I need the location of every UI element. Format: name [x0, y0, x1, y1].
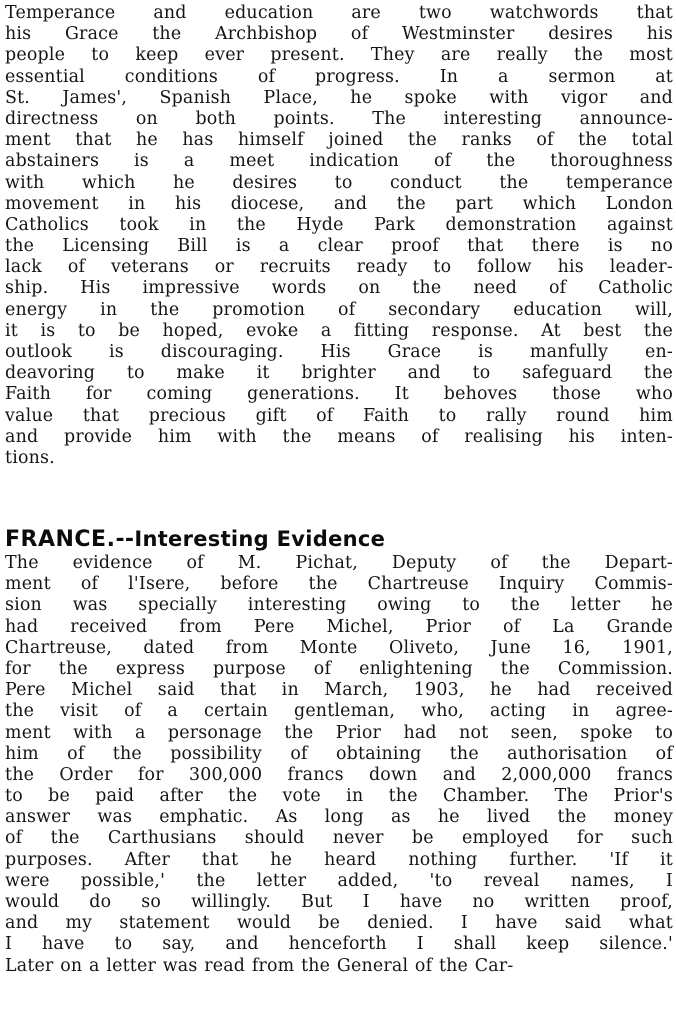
text-line: answer was emphatic. As long as he lived the money: [5, 807, 673, 828]
section-dash: --: [115, 527, 135, 552]
text-line: would do so willingly. But I have no written proof,: [5, 892, 673, 912]
text-line: Later on a letter was read from the General of the Car-: [5, 955, 514, 976]
text-line: and my statement would be denied. I have said what: [5, 913, 673, 934]
text-line: ment of l'Isere, before the Chartreuse Inquiry Commis-: [5, 574, 673, 595]
text-line: lack of veterans or recruits ready to follow his leader-: [5, 257, 673, 278]
text-line: directness on both points. The interesting announce-: [5, 108, 673, 129]
text-line: it is to be hoped, evoke a fitting response. At best the: [5, 320, 673, 341]
text-line: abstainers is a meet indication of the thoroughness: [5, 151, 673, 172]
text-line: of the Carthusians should never be employed for such: [5, 828, 673, 849]
text-line: energy in the promotion of secondary education will,: [5, 299, 673, 320]
text-line: ment with a personage the Prior had not seen, spoke to: [5, 722, 673, 743]
text-line: purposes. After that he heard nothing further. 'If it: [5, 849, 673, 870]
text-line: Temperance and education are two watchwords that: [5, 3, 673, 23]
text-line: people to keep ever present. They are really the most: [5, 45, 673, 66]
intro-paragraph: [5, 3, 673, 469]
text-line: tions.: [5, 447, 55, 468]
text-line: and provide him with the means of realising his inten-: [5, 426, 673, 447]
text-line: ship. His impressive words on the need of Catholic: [5, 278, 673, 299]
text-line: had received from Pere Michel, Prior of La Grande: [5, 616, 673, 637]
text-line: were possible,' the letter added, 'to reveal names, I: [5, 870, 673, 891]
text-line: with which he desires to conduct the temperance: [5, 172, 673, 193]
text-line: sion was specially interesting owing to the letter he: [5, 595, 673, 616]
text-line: value that precious gift of Faith to rally round him: [5, 405, 673, 426]
text-line: him of the possibility of obtaining the authorisation of: [5, 743, 673, 764]
section-country: FRANCE.: [5, 527, 116, 552]
text-line: for the express purpose of enlightening the Commission.: [5, 658, 673, 679]
text-line: the Licensing Bill is a clear proof that there is no: [5, 236, 673, 257]
text-line: Catholics took in the Hyde Park demonstration against: [5, 214, 673, 235]
text-line: ment that he has himself joined the ranks of the total: [5, 130, 673, 151]
text-line: St. James', Spanish Place, he spoke with vigor and: [5, 87, 673, 108]
text-line: movement in his diocese, and the part which London: [5, 193, 673, 214]
section-subtitle: Interesting Evidence: [134, 527, 386, 551]
section-heading: [5, 524, 385, 554]
text-line: to be paid after the vote in the Chamber. The Prior's: [5, 786, 673, 807]
text-line: Chartreuse, dated from Monte Oliveto, June 16, 1901,: [5, 637, 673, 658]
text-line: essential conditions of progress. In a sermon at: [5, 66, 673, 87]
text-line: Pere Michel said that in March, 1903, he had received: [5, 680, 673, 701]
text-line: Faith for coming generations. It behoves those who: [5, 384, 673, 405]
text-line: the visit of a certain gentleman, who, acting in agree-: [5, 701, 673, 722]
text-line: The evidence of M. Pichat, Deputy of the Depart-: [5, 553, 673, 573]
text-line: his Grace the Archbishop of Westminster desires his: [5, 24, 673, 45]
text-line: deavoring to make it brighter and to safeguard the: [5, 363, 673, 384]
section-paragraph: [5, 553, 673, 977]
text-line: I have to say, and henceforth I shall keep silence.': [5, 934, 673, 955]
text-line: outlook is discouraging. His Grace is manfully en-: [5, 342, 673, 362]
text-line: the Order for 300,000 francs down and 2,000,000 francs: [5, 764, 673, 785]
